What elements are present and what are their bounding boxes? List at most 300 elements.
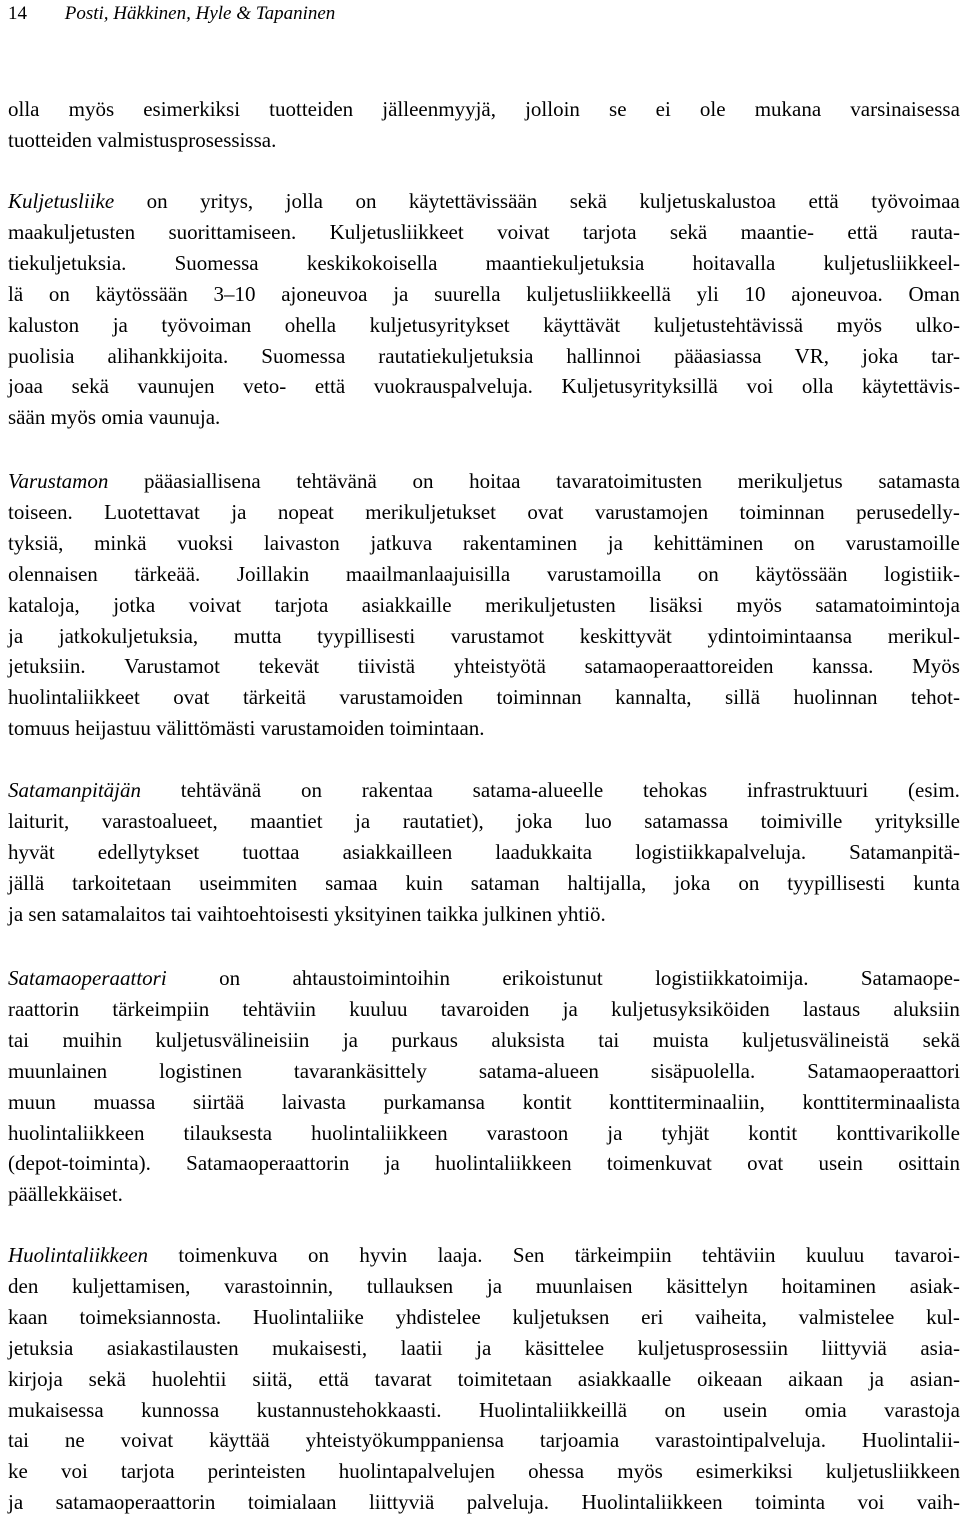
word: rautatiekuljetuksia <box>378 343 534 368</box>
word: kul- <box>926 1304 960 1329</box>
word: ohella <box>284 312 337 337</box>
word: yrityksille <box>874 808 960 833</box>
text-line <box>8 1118 960 1148</box>
word: voi <box>857 1490 885 1515</box>
word: sekä <box>88 1366 126 1391</box>
text-line <box>8 1425 960 1455</box>
word: käytettävissään <box>408 189 538 213</box>
word: rakentaa <box>361 778 433 802</box>
word: ja <box>355 808 371 833</box>
word: maailmanlaajuisilla <box>345 561 511 586</box>
term-italic: Huolintaliikkeen <box>8 1243 148 1267</box>
word: huolintaliikkeen <box>435 1151 572 1176</box>
word: muihin <box>62 1027 122 1052</box>
word: työvoiman <box>161 312 252 337</box>
text-line <box>8 775 960 805</box>
word: liittyviä <box>368 1490 435 1515</box>
word: vaiheita, <box>695 1304 767 1329</box>
word: tyhjät <box>661 1120 710 1145</box>
word: perusedelly- <box>856 499 960 524</box>
word: tar- <box>931 343 960 368</box>
word: alihankkijoita. <box>107 343 229 368</box>
word: kontit <box>748 1120 798 1145</box>
text-line <box>8 1240 960 1270</box>
word: että <box>314 374 346 399</box>
word: Satamaoperaattori <box>807 1058 960 1083</box>
text-line <box>8 621 960 651</box>
word: tekevät <box>258 654 320 679</box>
word: huolinnan <box>793 685 878 710</box>
word: raattorin <box>8 996 80 1021</box>
word: voivat <box>497 219 550 244</box>
text-line <box>8 1087 960 1117</box>
word: yhteistyötä <box>453 654 546 679</box>
word: tuotteiden <box>269 97 354 121</box>
word: tärkeimpiin <box>112 996 210 1021</box>
text-line <box>8 682 960 712</box>
word: aikaan <box>788 1366 843 1391</box>
text-line <box>8 1333 960 1363</box>
word: huolintaliikkeen <box>311 1120 448 1145</box>
word: erikoistunut <box>502 966 603 990</box>
word: toiminnan <box>739 499 825 524</box>
word: logistinen <box>159 1058 242 1083</box>
word: tiekuljetuksia. <box>8 250 127 275</box>
text-line <box>8 186 960 216</box>
word: varastoon <box>486 1120 569 1145</box>
word: varustamoiden <box>339 685 464 710</box>
word: luo <box>584 808 612 833</box>
word: voi <box>746 374 774 399</box>
word: Kuljetusyrityksillä <box>561 374 718 399</box>
word: hoitaminen <box>781 1273 877 1298</box>
word: kuljetusvälineisiin <box>155 1027 310 1052</box>
word: haltijalla, <box>567 870 647 895</box>
word: tuottaa <box>242 839 300 864</box>
word: toiseen. <box>8 499 73 524</box>
text-line <box>8 310 960 340</box>
word: tehot- <box>911 685 960 710</box>
word: laivaston <box>263 530 340 555</box>
word: satamasta <box>878 469 960 493</box>
word: tavaroiden <box>440 996 530 1021</box>
word: varastoinnin, <box>224 1273 334 1298</box>
word: Varustamot <box>124 654 220 679</box>
word: muun <box>8 1089 56 1114</box>
word: tyypillisesti <box>317 623 416 648</box>
word: tärkeää. <box>134 561 201 586</box>
word: lisäksi <box>649 592 703 617</box>
text-line <box>8 1148 960 1178</box>
word: logistiikkapalveluja. <box>635 839 807 864</box>
word: kuljetusprosessiin <box>637 1335 789 1360</box>
word: maantiekuljetuksia <box>485 250 645 275</box>
word: purkamansa <box>383 1089 485 1114</box>
word: veto- <box>243 374 287 399</box>
term-italic: Varustamon <box>8 469 109 493</box>
word: päällekkäiset. <box>8 1182 123 1207</box>
word: vuokrauspalveluja. <box>373 374 533 399</box>
word: kuljetusliikkeellä <box>526 281 671 306</box>
word: ja <box>231 499 247 524</box>
word: toimeksiannosta. <box>79 1304 222 1329</box>
word: satama-alueelle <box>472 778 604 802</box>
word: kannalta, <box>615 685 692 710</box>
word: usein <box>722 1397 768 1422</box>
word: kuljetusliikkeen <box>825 1459 960 1484</box>
word: Huolintalii- <box>861 1428 960 1453</box>
word: merikuljetusten <box>485 592 616 617</box>
word: Satamaope- <box>860 966 960 990</box>
word: ja <box>868 1366 884 1391</box>
word: mukana <box>754 97 822 121</box>
word: usein <box>818 1151 863 1176</box>
word: muassa <box>93 1089 156 1114</box>
word: Sen <box>512 1243 545 1267</box>
word: kuljetuksen <box>512 1304 610 1329</box>
word: laiturit, <box>8 808 70 833</box>
word: purkaus <box>391 1027 458 1052</box>
word: mukaisesti, <box>272 1335 368 1360</box>
word: on <box>48 281 70 306</box>
word: varustamoilla <box>546 561 662 586</box>
word: käyttävät <box>543 312 621 337</box>
text-line <box>8 1302 960 1332</box>
word: yritys, <box>200 189 254 213</box>
word: ja <box>476 1335 492 1360</box>
word: olla <box>8 97 40 121</box>
word: varastointipalveluja. <box>655 1428 826 1453</box>
text-line <box>8 868 960 898</box>
word: huolintapalvelujen <box>338 1459 496 1484</box>
word: kataloja, <box>8 592 80 617</box>
word: joaa <box>8 374 43 399</box>
word: ja sen satamalaitos tai vaihtoehtoisesti yksityinen taikka julkinen yhtiö. <box>8 901 606 926</box>
word: Satamaoperaattorin <box>186 1151 350 1176</box>
text-line <box>8 125 960 155</box>
word: Oman <box>908 281 960 306</box>
word: hyvin <box>359 1243 408 1267</box>
word: käyttää <box>209 1428 270 1453</box>
word: huolintaliikkeen <box>8 1120 145 1145</box>
word: voi <box>60 1459 88 1484</box>
text-line <box>8 217 960 247</box>
word: huolintaliikkeet <box>8 685 140 710</box>
word: aluksiin <box>893 996 960 1021</box>
word: laatii <box>400 1335 443 1360</box>
word: useimmiten <box>199 870 298 895</box>
word: jolla <box>285 189 323 213</box>
word: asian- <box>909 1366 960 1391</box>
word: kuljetusliikkeel- <box>823 250 960 275</box>
word: hoitaa <box>469 469 521 493</box>
word: on <box>738 870 760 895</box>
word: konttivarikolle <box>836 1120 960 1145</box>
word: tarjota <box>120 1459 175 1484</box>
word: on <box>146 189 168 213</box>
word: suorittamiseen. <box>168 219 297 244</box>
word: ohessa <box>528 1459 585 1484</box>
word: yhteistyökumppaniensa <box>305 1428 504 1453</box>
word: ovat <box>747 1151 784 1176</box>
word: palveluja. <box>466 1490 549 1515</box>
word: sillä <box>725 685 761 710</box>
text-line <box>8 1364 960 1394</box>
word: vaih- <box>916 1490 960 1515</box>
word: liittyviä <box>821 1335 887 1360</box>
word: asia- <box>920 1335 960 1360</box>
word: tuotteiden valmistusprosessissa. <box>8 127 277 152</box>
word: asiakkaille <box>361 592 452 617</box>
word: hallinnoi <box>566 343 642 368</box>
word: satamatoimintoja <box>815 592 960 617</box>
word: logistiikkatoimija. <box>655 966 809 990</box>
text-line <box>8 1025 960 1055</box>
word: ajoneuvoa. <box>791 281 883 306</box>
text-line <box>8 806 960 836</box>
word: puolisia <box>8 343 75 368</box>
word: jetuksiin. <box>8 654 86 679</box>
word: ei <box>655 97 671 121</box>
word: vuoksi <box>177 530 234 555</box>
word: kunnossa <box>141 1397 220 1422</box>
word: (esim. <box>908 778 960 802</box>
text-line <box>8 590 960 620</box>
word: sään myös omia vaunuja. <box>8 405 221 430</box>
word: muunlaisen <box>535 1273 633 1298</box>
word: käytössään <box>755 561 848 586</box>
word: satamaoperaattoreiden <box>584 654 774 679</box>
word: perinteisten <box>207 1459 306 1484</box>
word: 3–10 <box>213 281 256 306</box>
text-line <box>8 837 960 867</box>
word: maakuljetusten <box>8 219 136 244</box>
word: (depot-toiminta). <box>8 1151 151 1176</box>
word: tullauksen <box>366 1273 454 1298</box>
word: kuljetuskalustoa <box>639 189 776 213</box>
word: tai <box>8 1428 29 1453</box>
word: ja <box>562 996 578 1021</box>
word: myös <box>836 312 883 337</box>
word: että <box>318 1366 349 1391</box>
word: ovat <box>527 499 564 524</box>
word: on <box>355 189 377 213</box>
text-line <box>8 279 960 309</box>
word: tarjota <box>274 592 329 617</box>
word: tarjoamia <box>539 1428 620 1453</box>
word: Kuljetusliikkeet <box>329 219 464 244</box>
word: esimerkiksi <box>695 1459 793 1484</box>
word: on <box>664 1397 686 1422</box>
term-italic: Kuljetusliike <box>8 189 115 213</box>
word: varustamoille <box>845 530 960 555</box>
word: että <box>808 189 839 213</box>
word: varastoja <box>884 1397 960 1422</box>
word: siitä, <box>252 1366 293 1391</box>
word: den <box>8 1273 39 1298</box>
word: tomuus heijastuu välittömästi varustamoiden toimintaan. <box>8 716 485 741</box>
word: Suomessa <box>261 343 346 368</box>
word: on <box>697 561 719 586</box>
word: ja <box>342 1027 358 1052</box>
word: tärkeitä <box>242 685 306 710</box>
word: kuuluu <box>349 996 408 1021</box>
word: ydintoimintaansa <box>707 623 853 648</box>
word: kuljettamisen, <box>72 1273 191 1298</box>
word: pääasiassa <box>674 343 762 368</box>
word: tarkoitetaan <box>72 870 172 895</box>
word: kuljetustehtävissä <box>653 312 804 337</box>
text-line <box>8 1456 960 1486</box>
text-line <box>8 497 960 527</box>
text-line <box>8 341 960 371</box>
word: asiakkailleen <box>342 839 453 864</box>
text-line <box>8 994 960 1024</box>
word: keskittyvät <box>579 623 672 648</box>
text-line <box>8 402 960 432</box>
word: tai <box>598 1027 620 1052</box>
word: siirtää <box>192 1089 245 1114</box>
word: Suomessa <box>174 250 259 275</box>
text-line <box>8 528 960 558</box>
word: toimenkuva <box>178 1243 278 1267</box>
text-line <box>8 1271 960 1301</box>
word: jolloin <box>525 97 580 121</box>
word: rautatiet), <box>402 808 484 833</box>
word: joka <box>516 808 553 833</box>
word: kirjoja <box>8 1366 63 1391</box>
word: tyksiä, <box>8 530 64 555</box>
text-line <box>8 371 960 401</box>
word: kontit <box>522 1089 572 1114</box>
word: Huolintaliikkeen <box>581 1490 723 1515</box>
word: keskikokoisella <box>306 250 438 275</box>
word: Myös <box>912 654 960 679</box>
word: Satamanpitä- <box>849 839 960 864</box>
text-line <box>8 963 960 993</box>
word: on <box>307 1243 329 1267</box>
word: tilauksesta <box>183 1120 273 1145</box>
word: ja <box>486 1273 503 1298</box>
word: huolehtii <box>151 1366 227 1391</box>
word: Joillakin <box>236 561 310 586</box>
word: olla <box>801 374 834 399</box>
word: ja <box>112 312 128 337</box>
text-line <box>8 248 960 278</box>
word: satamassa <box>644 808 729 833</box>
word: sataman <box>470 870 540 895</box>
word: Huolintaliike <box>252 1304 364 1329</box>
word: tavarat <box>374 1366 432 1391</box>
word: jatkuva <box>370 530 433 555</box>
word: toimialaan <box>247 1490 337 1515</box>
text-line <box>8 713 960 743</box>
word: aluksista <box>491 1027 565 1052</box>
word: kaan <box>8 1304 48 1329</box>
word: asiak- <box>909 1273 960 1298</box>
word: tavaratoimitusten <box>556 469 702 493</box>
word: eri <box>641 1304 664 1329</box>
text-line <box>8 899 960 929</box>
word: jällä <box>8 870 45 895</box>
word: asiakastilausten <box>106 1335 239 1360</box>
word: toiminnan <box>496 685 582 710</box>
word: VR, <box>794 343 830 368</box>
word: tavarankäsittely <box>293 1058 427 1083</box>
word: satama-alueen <box>478 1058 599 1083</box>
word: kustannustehokkaasti. <box>256 1397 442 1422</box>
word: voivat <box>188 592 242 617</box>
word: kuin <box>405 870 443 895</box>
term-italic: Satamaoperaattori <box>8 966 167 990</box>
word: merikuljetus <box>737 469 843 493</box>
word: rauta- <box>911 219 960 244</box>
word: jatkokuljetuksia, <box>58 623 199 648</box>
word: tavaroi- <box>894 1243 960 1267</box>
text-line <box>8 1056 960 1086</box>
word: kunta <box>913 870 960 895</box>
word: konttiterminaalista <box>802 1089 960 1114</box>
word: osittain <box>898 1151 960 1176</box>
word: voivat <box>120 1428 174 1453</box>
word: yli <box>696 281 719 306</box>
word: hyvät <box>8 839 55 864</box>
word: että <box>847 219 878 244</box>
word: pääasiallisena <box>144 469 261 493</box>
word: kuljetusyksiköiden <box>611 996 770 1021</box>
word: nopeat <box>277 499 334 524</box>
page-number: 14 <box>8 3 27 24</box>
word: laivasta <box>281 1089 346 1114</box>
word: omia <box>804 1397 847 1422</box>
word: maantie- <box>740 219 815 244</box>
word: tehtävänä <box>180 778 262 802</box>
word: rakentaminen <box>462 530 578 555</box>
term-italic: Satamanpitäjän <box>8 778 142 802</box>
word: oikeaan <box>697 1366 763 1391</box>
word: työvoimaa <box>871 189 960 213</box>
word: 10 <box>744 281 766 306</box>
word: ja <box>607 530 623 555</box>
word: lä <box>8 281 24 306</box>
word: asiakkaalle <box>577 1366 672 1391</box>
word: se <box>609 97 627 121</box>
word: logistiik- <box>884 561 960 586</box>
word: edellytykset <box>97 839 200 864</box>
word: tehtäviin <box>702 1243 776 1267</box>
word: esimerkiksi <box>143 97 241 121</box>
word: olennaisen <box>8 561 98 586</box>
word: merikul- <box>887 623 960 648</box>
text-line <box>8 466 960 496</box>
word: varustamot <box>450 623 545 648</box>
text-line <box>8 559 960 589</box>
text-line <box>8 1487 960 1517</box>
word: ne <box>64 1428 85 1453</box>
word: tyypillisesti <box>787 870 886 895</box>
word: maantiet <box>250 808 323 833</box>
word: yhdistelee <box>395 1304 481 1329</box>
word: ulko- <box>915 312 960 337</box>
text-line <box>8 651 960 681</box>
word: vaunujen <box>137 374 215 399</box>
word: mutta <box>233 623 282 648</box>
word: lastaus <box>802 996 861 1021</box>
word: hoitavalla <box>692 250 776 275</box>
word: käytettävis- <box>861 374 960 399</box>
word: infrastruktuuri <box>746 778 869 802</box>
word: ja <box>393 281 409 306</box>
